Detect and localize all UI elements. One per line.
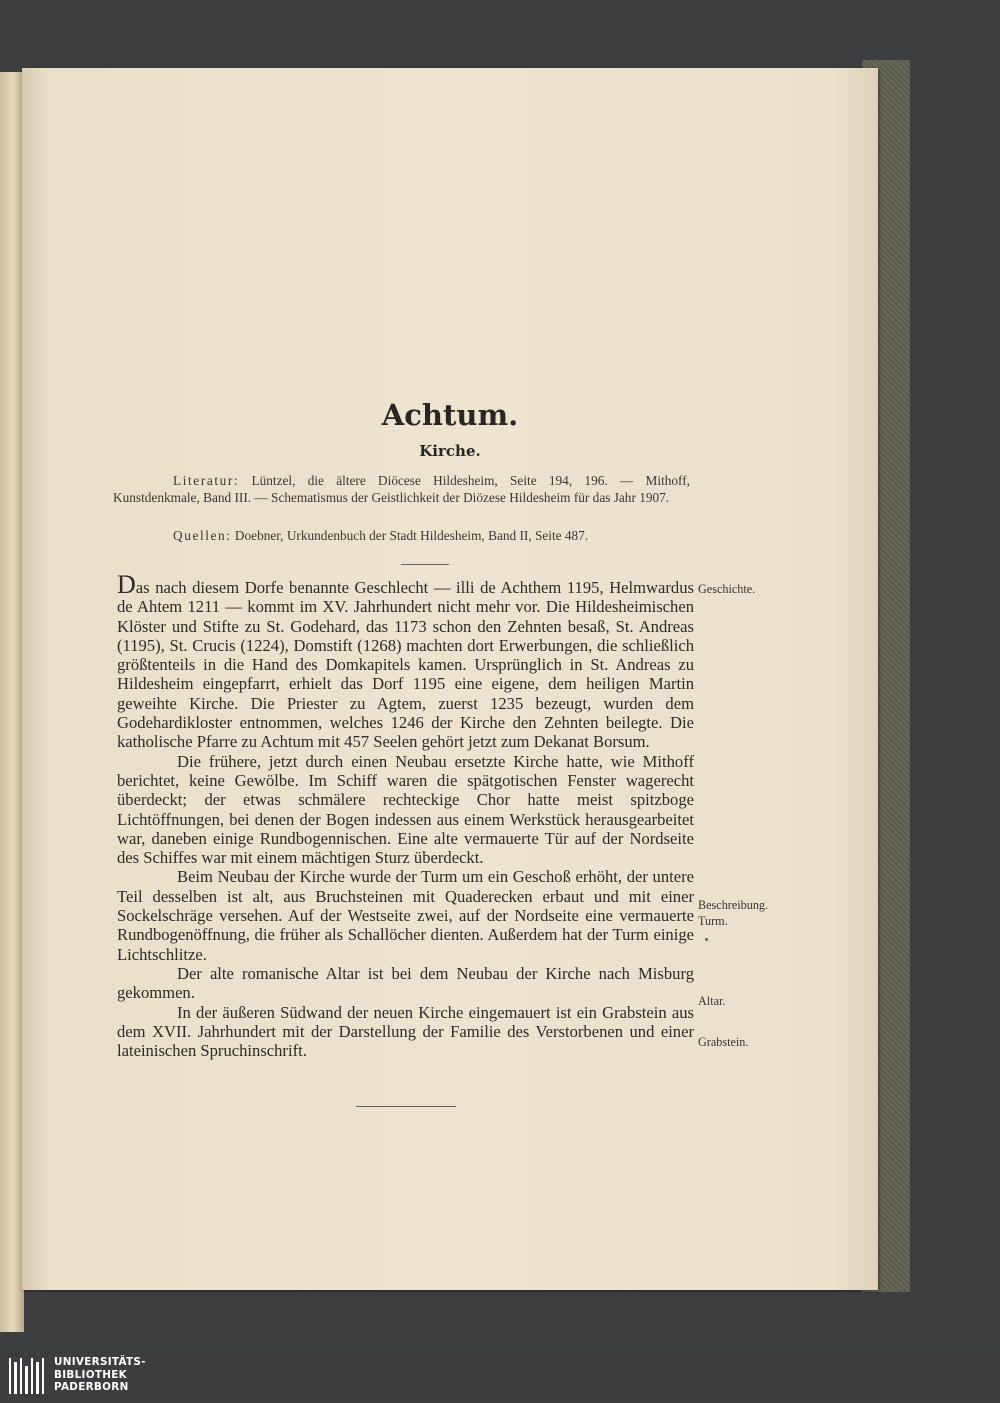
page-title: Achtum. (381, 398, 519, 432)
paragraph-history (117, 570, 694, 752)
literature-text: Lüntzel, die ältere Diöcese Hildesheim, Seite 194, 196. — Mithoff, Kunstdenkmale, Band III. — Schematismus der Geistlichkeit der Diözese Hildesheim für das Jahr 1907. (113, 473, 690, 505)
margin-note-description: Beschreibung. (698, 898, 769, 912)
paragraph-old-church: Die frühere, jetzt durch einen Neubau ersetzte Kirche hatte, wie Mithoff berichtet, keine Gewölbe. Im Schiff waren die spätgotischen Fenster wagerecht überdeckt; der etwas schmälere rechteckige Chor hatte meist spitzboge Lichtöffnungen, bei denen der Bogen indessen aus einem Werkstück herausgearbeitet war, daneben einige Rundbogennischen. Eine alte vermauerte Tür auf der Nordseite des Schiffes war mit einem mächtigen Sturz überdeckt. (117, 751, 694, 868)
sources-label: Quellen: (173, 528, 232, 543)
section-divider-top (401, 564, 449, 565)
library-bars-logo-icon (8, 1356, 46, 1396)
sources-entry (113, 527, 690, 544)
main-text (117, 570, 694, 1061)
library-logo-text (54, 1356, 194, 1394)
ink-speck (705, 938, 708, 941)
page-subtitle: Kirche. (419, 442, 481, 460)
margin-note-tower: Turm. (698, 914, 728, 928)
literature-entry (113, 472, 690, 506)
paragraph-gravestone: In der äußeren Südwand der neuen Kirche eingemauert ist ein Grabstein aus dem XVII. Jahrhundert mit der Darstellung der Familie des Verstorbenen und einer lateinischen Spruchinschrift. (117, 1002, 694, 1061)
library-logo-line-1: UNIVERSITÄTS- (54, 1356, 146, 1368)
section-divider-bottom (356, 1106, 456, 1107)
paragraph-history-text: as nach diesem Dorfe benannte Geschlecht — illi de Achthem 1195, Helmwardus de Ahtem 1211 — kommt im XV. Jahrhundert nicht mehr vor. Die Hildesheimischen Klöster und Stifte zu St. Godehard, das 1173 schon den Zehnten besaß, St. Andreas (1195), St. Crucis (1224), Domstift (1268) machten dort Erwerbungen, die schließlich größtenteils in die Hand des Domkapitels kamen. Ursprünglich in St. Andreas zu Hildesheim eingepfarrt, erhielt das Dorf 1195 eine eigene, dem heiligen Martin geweihte Kirche. Die Priester zu Agtem, zuerst 1235 bezeugt, wurden dem Godehardikloster entnommen, welches 1246 der Kirche den Zehnten beilegte. Die katholische Pfarre zu Achtum mit 457 Seelen gehört jetzt zum Dekanat Borsum. (117, 578, 694, 752)
margin-note-gravestone: Grabstein. (698, 1035, 749, 1049)
show-through-text (318, 252, 478, 276)
literature-label: Literatur: (173, 473, 240, 488)
sources-text: Doebner, Urkundenbuch der Stadt Hildesheim, Band II, Seite 487. (234, 528, 589, 543)
library-logo-line-3: PADERBORN (54, 1381, 129, 1393)
margin-note-history: Geschichte. (698, 582, 756, 596)
left-page-edge (0, 72, 24, 1332)
paragraph-altar: Der alte romanische Altar ist bei dem Neubau der Kirche nach Misburg gekommen. (117, 963, 694, 1003)
paragraph-tower: Beim Neubau der Kirche wurde der Turm um ein Geschoß erhöht, der untere Teil desselben ist alt, aus Bruchsteinen mit Quaderecken erbaut und mit einer Sockelschräge versehen. Auf der Westseite zwei, auf der Nordseite eine vermauerte Rundbogenöffnung, die früher als Schallöcher dienten. Außerdem hat der Turm einige Lichtschlitze. (117, 867, 694, 964)
margin-note-altar: Altar. (698, 994, 726, 1008)
library-logo-line-2: BIBLIOTHEK (54, 1368, 127, 1381)
initial-letter: D (117, 570, 136, 599)
